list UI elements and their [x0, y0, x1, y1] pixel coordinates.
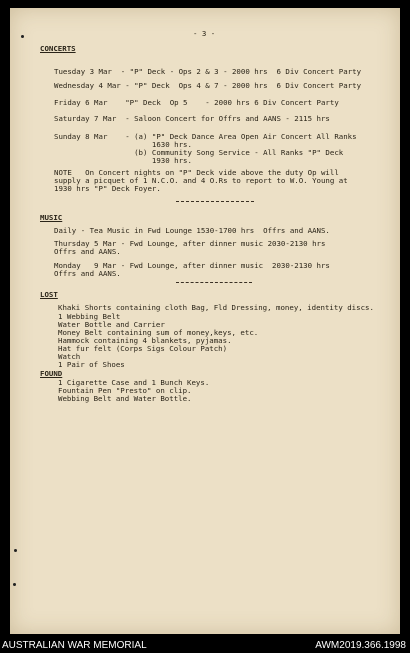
concert-note: supply a picquet of 1 N.C.O. and 4 O.Rs to report to W.O. Young at [54, 176, 348, 185]
concert-line: (b) Community Song Service - All Ranks "P" Deck [54, 148, 344, 157]
lost-item: Hat fur felt (Corps Sigs Colour Patch) [58, 344, 228, 353]
lost-heading: LOST [40, 290, 58, 299]
concert-line: 1930 hrs. [54, 156, 192, 165]
ink-speck [13, 583, 16, 586]
music-line: Thursday 5 Mar - Fwd Lounge, after dinner music 2030-2130 hrs [54, 239, 326, 248]
lost-item: Money Belt containing sum of money,keys, etc. [58, 328, 259, 337]
lost-item: Water Bottle and Carrier [58, 320, 165, 329]
ink-speck [14, 549, 17, 552]
found-heading: FOUND [40, 369, 63, 378]
ink-speck [21, 35, 24, 38]
concert-line: Sunday 8 Mar - (a) "P" Deck Dance Area Open Air Concert All Ranks [54, 132, 357, 141]
concert-line: Tuesday 3 Mar - "P" Deck - Ops 2 & 3 - 2000 hrs 6 Div Concert Party [54, 67, 362, 76]
concert-line: Saturday 7 Mar - Saloon Concert for Offrs and AANS - 2115 hrs [54, 114, 330, 123]
concert-line: Wednesday 4 Mar - "P" Deck Ops 4 & 7 - 2000 hrs 6 Div Concert Party [54, 81, 362, 90]
institution-name: AUSTRALIAN WAR MEMORIAL [2, 640, 147, 651]
archive-reference: AWM2019.366.1998 [315, 640, 406, 651]
concert-line: Friday 6 Mar "P" Deck Op 5 - 2000 hrs 6 Div Concert Party [54, 98, 339, 107]
music-line: Monday 9 Mar - Fwd Lounge, after dinner music 2030-2130 hrs [54, 261, 330, 270]
section-divider [176, 201, 254, 202]
lost-item: Watch [58, 352, 81, 361]
page-number: - 3 - [193, 29, 216, 38]
document-page [10, 8, 400, 634]
found-item: Webbing Belt and Water Bottle. [58, 394, 192, 403]
lost-item: 1 Pair of Shoes [58, 360, 125, 369]
music-line: Daily - Tea Music in Fwd Lounge 1530-1700 hrs Offrs and AANS. [54, 226, 330, 235]
found-item: Fountain Pen "Presto" on clip. [58, 386, 192, 395]
archive-footer [0, 638, 410, 653]
lost-item: 1 Webbing Belt [58, 312, 121, 321]
found-item: 1 Cigarette Case and 1 Bunch Keys. [58, 378, 210, 387]
lost-item: Hammock containing 4 blankets, pyjamas. [58, 336, 232, 345]
music-heading: MUSIC [40, 213, 63, 222]
concert-line: 1630 hrs. [54, 140, 192, 149]
concert-note: NOTE On Concert nights on "P" Deck vide above the duty Op will [54, 168, 339, 177]
lost-item: Khaki Shorts containing cloth Bag, Fld Dressing, money, identity discs. [58, 303, 374, 312]
music-line: Offrs and AANS. [54, 269, 121, 278]
concerts-heading: CONCERTS [40, 44, 76, 53]
section-divider [176, 282, 252, 283]
music-line: Offrs and AANS. [54, 247, 121, 256]
concert-note: 1930 hrs "P" Deck Foyer. [54, 184, 161, 193]
